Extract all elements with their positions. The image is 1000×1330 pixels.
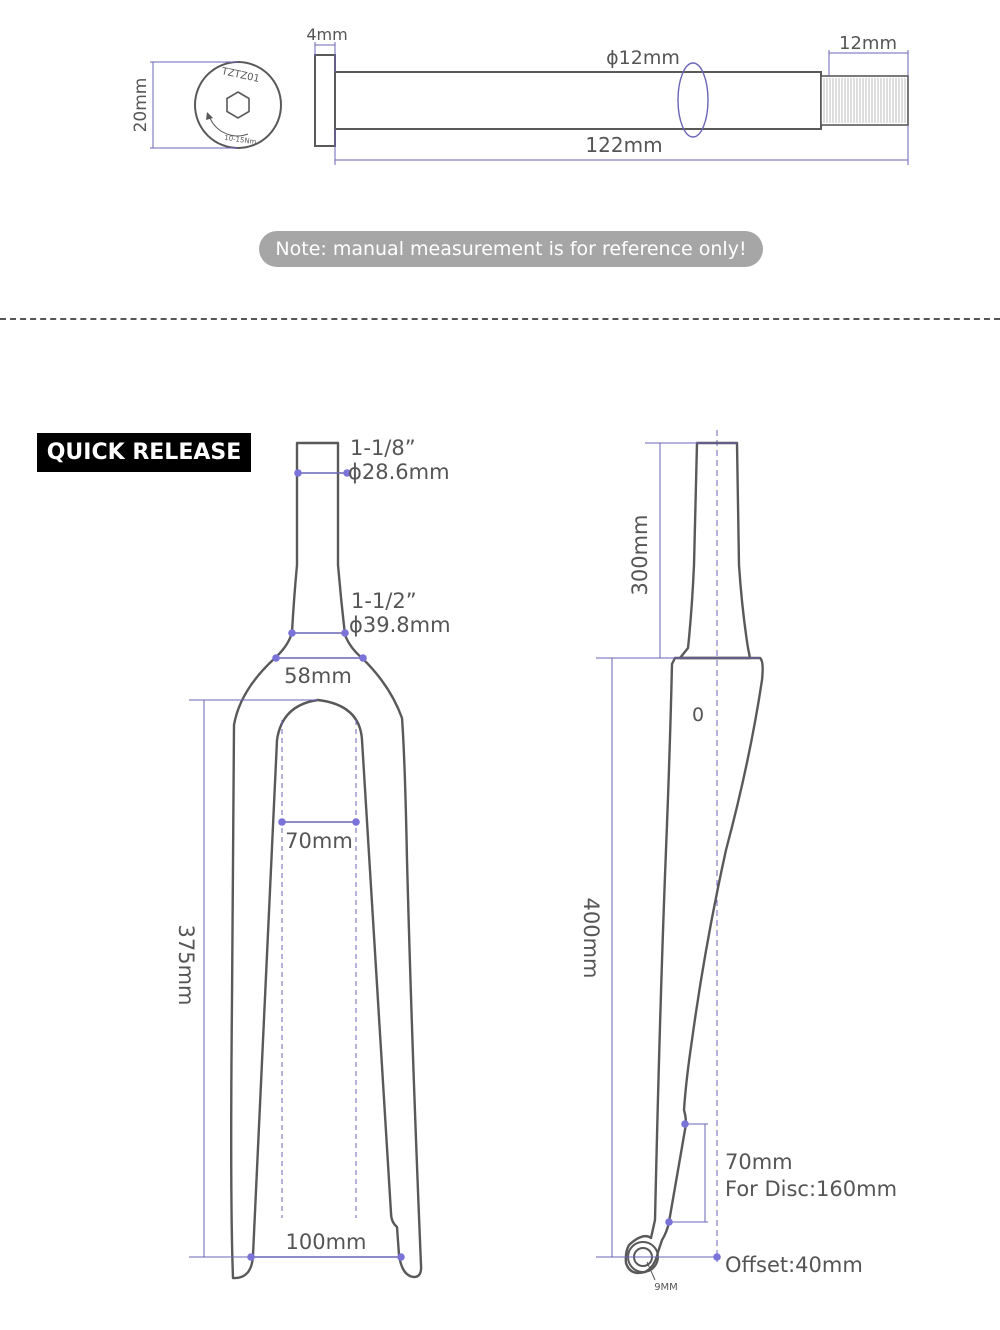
offset-label: Offset:40mm: [725, 1253, 863, 1277]
steerer-bottom-fraction: 1-1/2”: [351, 589, 417, 613]
steerer-top-mm: ϕ28.6mm: [348, 460, 450, 484]
crown-width-label: 58mm: [284, 664, 352, 688]
crown-dot-left: [272, 654, 280, 662]
steerer-length-label: 300mm: [628, 514, 652, 596]
inner-width-label: 70mm: [285, 829, 353, 853]
leg-length-label: 375mm: [174, 924, 198, 1006]
quick-release-badge: QUICK RELEASE: [37, 433, 251, 472]
side-marker-label: 0: [691, 704, 705, 726]
head-diameter-label: 20mm: [131, 77, 151, 133]
steerer-bottom-dot-left: [288, 629, 296, 637]
axle-drawing: [131, 25, 908, 165]
crown-dot-right: [359, 654, 367, 662]
fork-side-view: [579, 430, 897, 1293]
axle-thread: [821, 76, 908, 125]
axle-head-torque: 10-15Nm: [223, 133, 257, 147]
steerer-bottom-mm: ϕ39.8mm: [349, 613, 451, 637]
dropout-spacing-label: 100mm: [285, 1230, 367, 1254]
steerer-top-dot-left: [294, 469, 302, 477]
fork-front-view: [174, 436, 451, 1278]
flange-width-label: 4mm: [306, 25, 348, 44]
dropout-slot-label: 9MM: [654, 1282, 678, 1293]
disc-size-label: For Disc:160mm: [725, 1177, 898, 1201]
torque-arrowhead-icon: [206, 112, 213, 120]
side-steerer: [680, 443, 750, 658]
axle-flange: [315, 55, 335, 146]
mount-dot-bottom: [665, 1218, 673, 1226]
axle-head-model: TZTZ01: [220, 66, 261, 85]
section-divider: [0, 318, 1000, 320]
inner-dot-right: [352, 818, 360, 826]
torque-arrow-icon: [210, 118, 248, 136]
thread-length-label: 12mm: [839, 33, 897, 54]
axle-diameter-label: ϕ12mm: [606, 47, 680, 69]
measurement-note: Note: manual measurement is for reference only!: [259, 231, 763, 267]
steerer-bottom-dot-right: [341, 629, 349, 637]
axle-length-label: 122mm: [585, 133, 663, 157]
mount-dot-top: [681, 1120, 689, 1128]
fork-length-label: 400mm: [579, 897, 603, 979]
axle-shaft: [335, 72, 821, 129]
dropout-dot-right: [397, 1253, 405, 1261]
hex-socket-icon: [227, 92, 249, 118]
mount-spacing-label: 70mm: [725, 1150, 793, 1174]
steerer-top-fraction: 1-1/8”: [350, 436, 416, 460]
offset-dot: [713, 1253, 721, 1261]
fork-front-outline: [231, 443, 421, 1278]
dropout-dot-left: [247, 1253, 255, 1261]
inner-dot-left: [278, 818, 286, 826]
